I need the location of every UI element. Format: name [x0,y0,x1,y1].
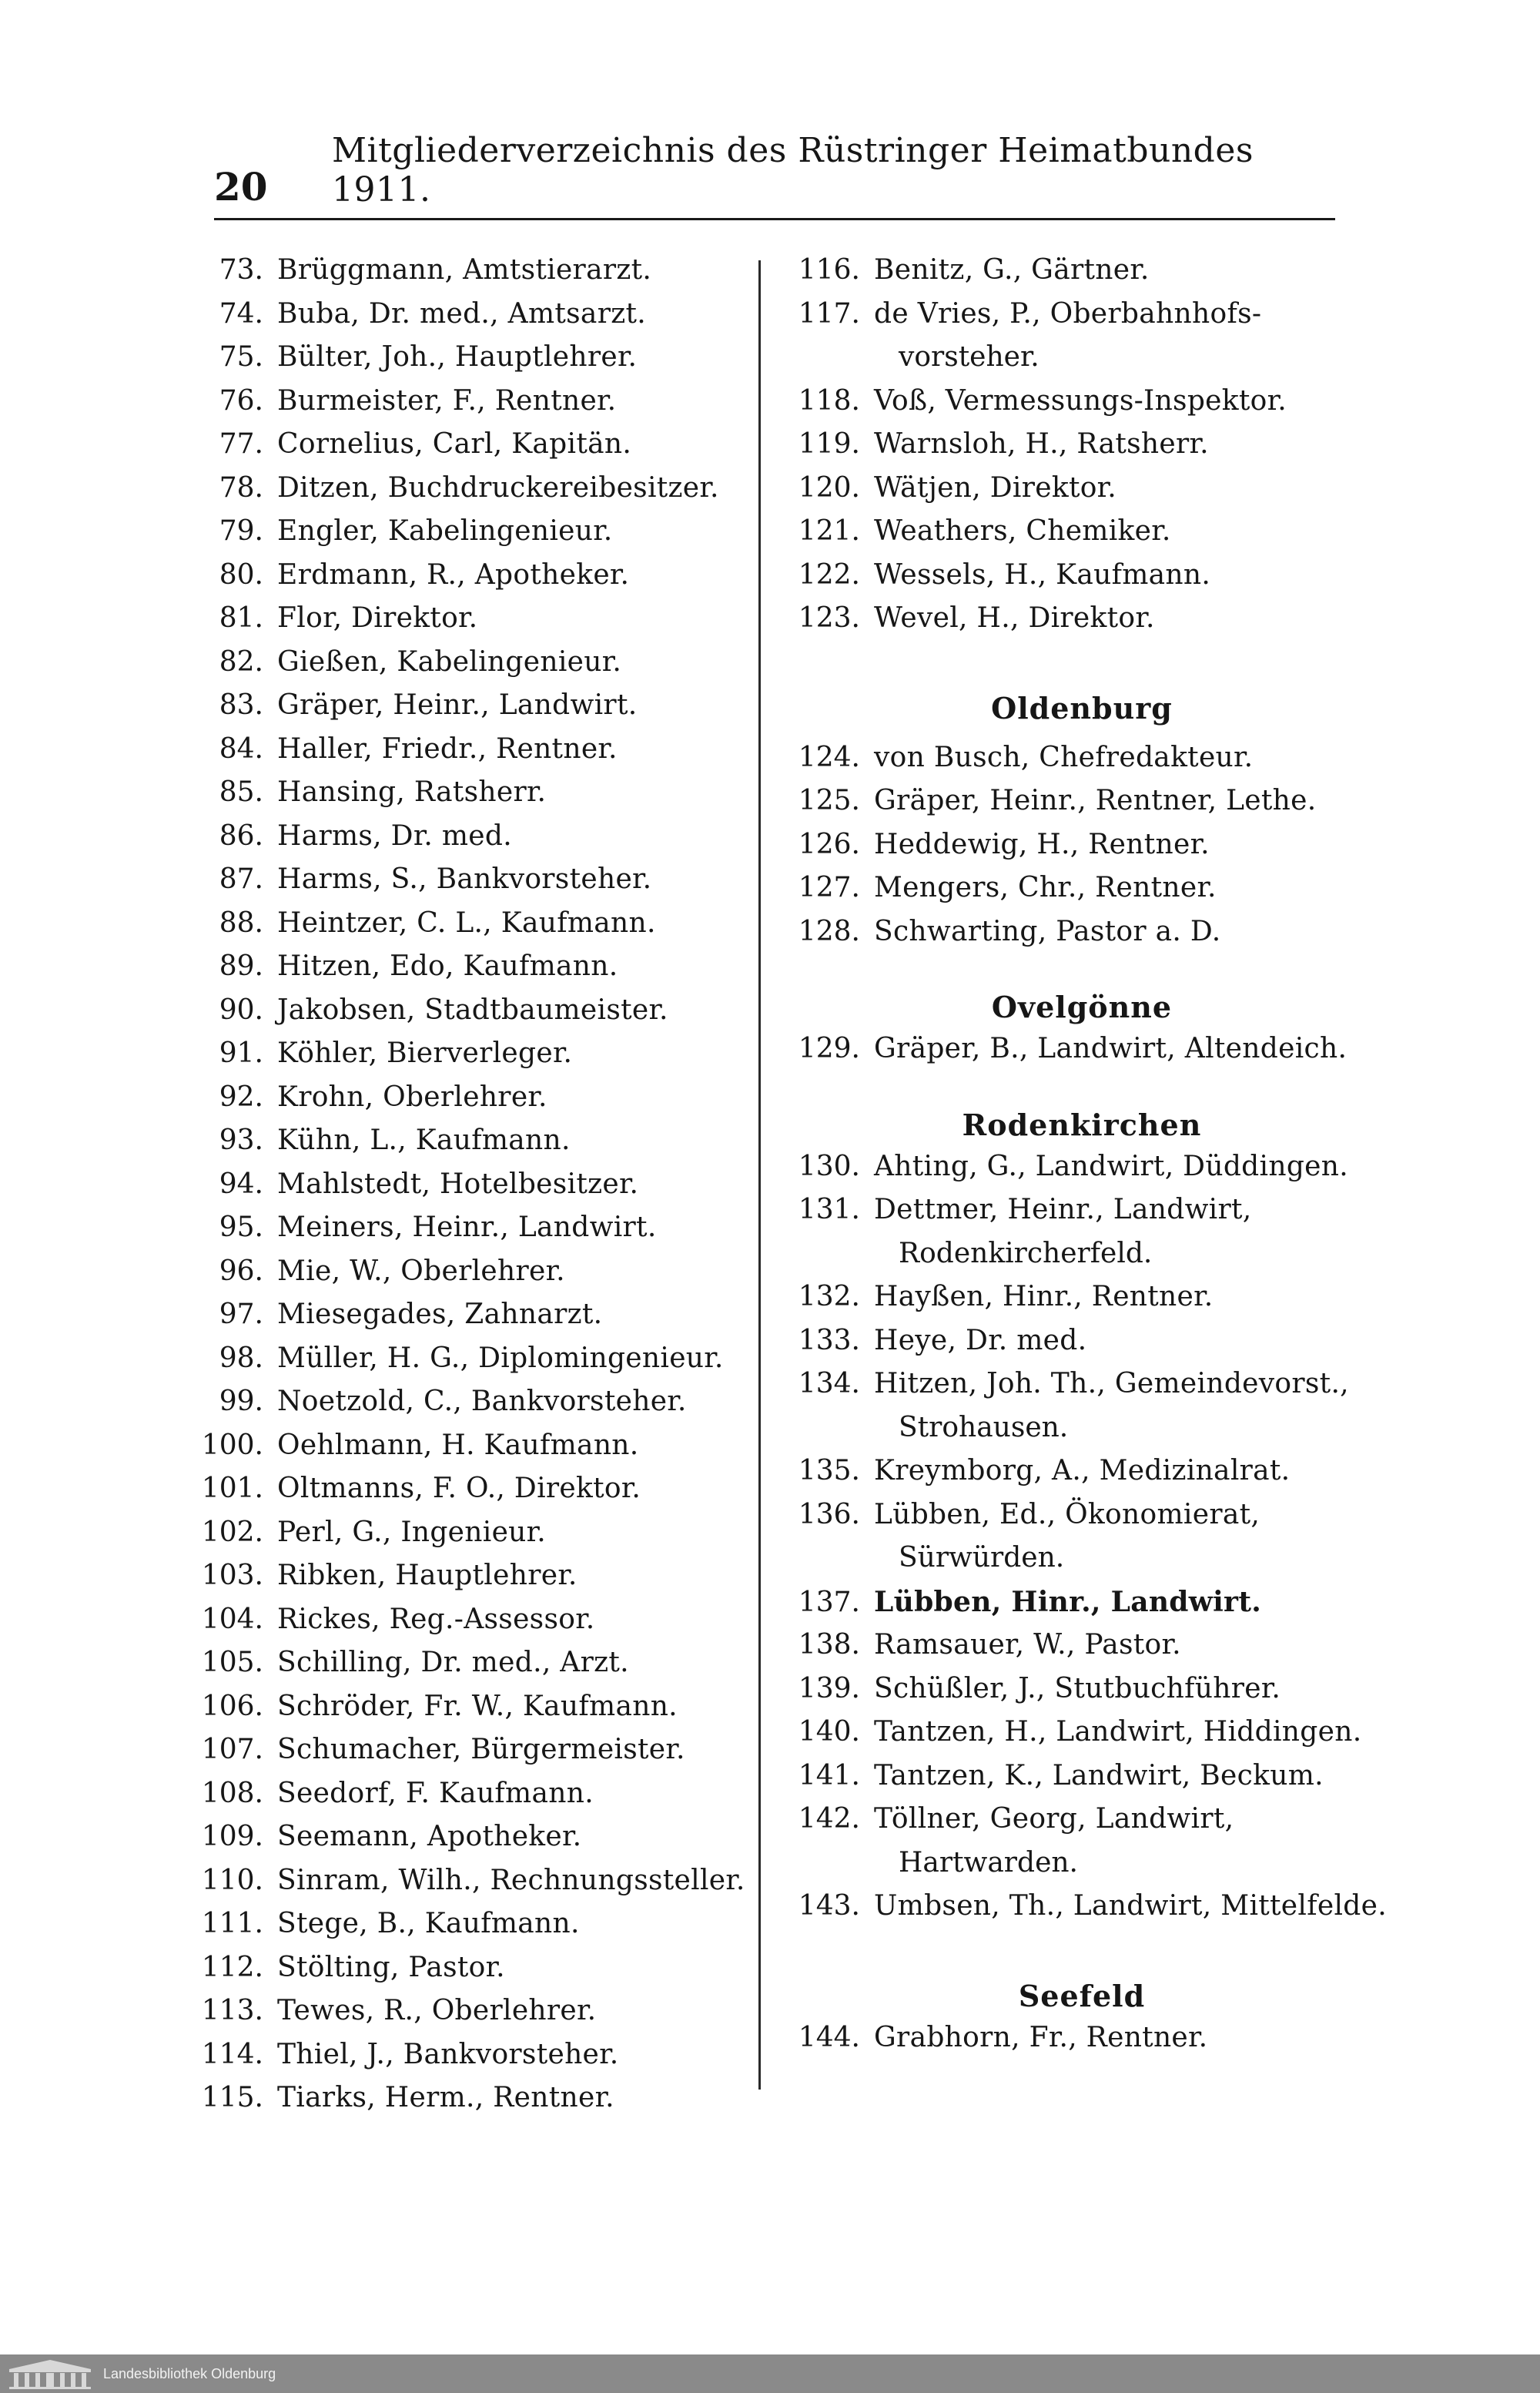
entry-text: Gräper, Heinr., Landwirt. [277,689,638,721]
list-item [774,602,1359,646]
entry-number: 133. [798,1324,860,1356]
entry-number: 87. [219,863,263,895]
entry-number: 92. [219,1081,263,1113]
entry-number: 99. [219,1386,263,1417]
running-title: Mitgliederverzeichnis des Rüstringer Heimatbundes 1911. [331,131,1254,209]
entry-number: 134. [798,1368,860,1399]
entry-number: 143. [798,1890,860,1922]
entry-text: Mahlstedt, Hotelbesitzer. [277,1168,639,1200]
entry-number: 144. [798,2021,860,2053]
section-heading-oldenburg: Oldenburg [991,690,1173,726]
entry-text: Ramsauer, W., Pastor. [874,1629,1181,1661]
list-item [774,385,1359,429]
entry-number: 107. [201,1734,263,1765]
entry-number: 97. [219,1299,263,1330]
list-item [774,916,1359,960]
list-item [774,1890,1387,1934]
entry-text: Lübben, Hinr., Landwirt. [874,1585,1262,1618]
entry-number: 115. [201,2082,263,2113]
entry-text: Töllner, Georg, Landwirt, [874,1803,1234,1835]
list-item [177,1386,747,1429]
section-heading-seefeld: Seefeld [1018,1978,1146,2013]
entry-text: Weathers, Chemiker. [874,515,1171,547]
list-item [177,515,747,559]
list-item [177,1995,747,2039]
page-header [214,131,1335,209]
entry-text: Seedorf, F. Kaufmann. [277,1777,594,1809]
entry-text: Oehlmann, H. Kaufmann. [277,1429,639,1461]
list-item [774,298,1359,342]
list-item [774,1368,1359,1412]
list-item [177,950,747,994]
list-item [177,1604,747,1647]
entry-number: 126. [798,828,860,860]
column-divider [758,260,761,2090]
list-item [774,1194,1359,1238]
entry-number: 142. [798,1803,860,1835]
list-item [774,1629,1359,1673]
list-item [774,515,1359,559]
entry-text: Warnsloh, H., Ratsherr. [874,428,1209,460]
entry-number: 135. [798,1455,860,1486]
entry-text: Buba, Dr. med., Amtsarzt. [277,297,646,330]
list-item [177,1168,747,1212]
list-item [774,2022,1359,2066]
entry-continuation: Sürwürden. [899,1542,1065,1574]
list-item [177,646,747,690]
footer-text: Landesbibliothek Oldenburg [103,2365,276,2381]
entry-text: Oltmanns, F. O., Direktor. [277,1473,641,1504]
entry-text: Brüggmann, Amtstierarzt. [277,254,652,286]
list-item [774,1325,1359,1369]
list-item [774,872,1359,916]
list-item [177,1865,747,1909]
entry-number: 106. [201,1690,263,1722]
entry-number: 132. [798,1281,860,1312]
list-item [177,1734,747,1778]
list-item [774,1586,1359,1630]
entry-text: Tantzen, K., Landwirt, Beckum. [874,1759,1324,1791]
entry-number: 120. [798,471,860,504]
list-item [774,742,1359,786]
library-building-icon [8,2358,92,2389]
entry-number: 130. [798,1150,860,1182]
entry-number: 78. [219,471,263,504]
entry-text: Kühn, L., Kaufmann. [277,1124,571,1156]
entry-number: 102. [201,1516,263,1548]
entry-text: Ditzen, Buchdruckereibesitzer. [277,471,719,504]
list-item [177,602,747,646]
list-item [177,689,747,733]
entry-number: 139. [798,1672,860,1704]
entry-number: 81. [219,602,263,634]
entry-number: 129. [798,1033,860,1064]
entry-number: 127. [798,872,860,903]
entry-number: 74. [219,297,263,330]
entry-text: Gräper, Heinr., Rentner, Lethe. [874,785,1317,816]
entry-number: 77. [219,428,263,460]
list-item [177,2082,747,2126]
entry-text: Voß, Vermessungs-Inspektor. [874,384,1287,417]
list-item [177,1255,747,1299]
entry-text: Benitz, G., Gärtner. [874,254,1150,286]
list-item [177,776,747,820]
entry-text: Tantzen, H., Landwirt, Hiddingen. [874,1716,1362,1748]
list-item [177,1691,747,1734]
list-item [177,1429,747,1473]
entry-number: 98. [219,1342,263,1374]
entry-number: 137. [798,1586,860,1618]
entry-text: Hitzen, Joh. Th., Gemeindevorst., [874,1368,1349,1399]
entry-number: 104. [201,1603,263,1635]
entry-text: Heddewig, H., Rentner. [874,828,1210,860]
entry-text: Schwarting, Pastor a. D. [874,915,1221,947]
entry-text: Lübben, Ed., Ökonomierat, [874,1498,1260,1530]
list-item [177,907,747,951]
entry-text: Harms, Dr. med. [277,819,512,852]
entry-text: Wessels, H., Kaufmann. [874,558,1211,591]
list-item [177,298,747,342]
list-item [177,254,747,298]
entry-number: 118. [798,384,860,417]
entry-text: Harms, S., Bankvorsteher. [277,863,652,895]
list-item [177,1124,747,1168]
entry-text: Heintzer, C. L., Kaufmann. [277,907,656,939]
entry-number: 86. [219,819,263,852]
entry-number: 76. [219,384,263,417]
entry-number: 112. [201,1951,263,1983]
entry-number: 101. [201,1473,263,1504]
entry-text: Engler, Kabelingenieur. [277,515,613,547]
entry-number: 114. [201,2038,263,2070]
entry-number: 109. [201,1821,263,1852]
section-spacer [774,646,1359,691]
entry-text: von Busch, Chefredakteur. [874,741,1254,773]
list-item [177,994,747,1038]
entry-number: 113. [201,1995,263,2026]
list-item [177,341,747,385]
entry-number: 90. [219,994,263,1026]
list-item [177,1473,747,1517]
entry-number: 89. [219,950,263,982]
entry-text: Erdmann, R., Apotheker. [277,558,630,591]
list-item [774,785,1359,829]
list-item [774,1716,1362,1760]
list-item [177,1908,747,1952]
list-item [177,428,747,472]
list-item [177,1778,747,1822]
list-item [774,1455,1359,1499]
entry-number: 128. [798,915,860,947]
header-rule [214,218,1335,220]
list-item [177,1299,747,1342]
entry-text: Ribken, Hauptlehrer. [277,1560,578,1591]
list-item [177,1342,747,1386]
entry-text: Rickes, Reg.-Assessor. [277,1603,595,1635]
entry-text: Schröder, Fr. W., Kaufmann. [277,1690,678,1722]
entry-text: Köhler, Bierverleger. [277,1037,573,1069]
list-item [774,1673,1359,1717]
entry-text: Hayßen, Hinr., Rentner. [874,1281,1214,1312]
entry-number: 93. [219,1124,263,1156]
footer-bar [0,2354,1540,2393]
section-spacer [774,959,1359,990]
entry-text: Bülter, Joh., Hauptlehrer. [277,341,638,373]
entry-continuation: Hartwarden. [899,1846,1078,1879]
entry-number: 119. [798,428,860,460]
list-item [774,1151,1359,1195]
list-item [177,1212,747,1255]
entry-text: Grabhorn, Fr., Rentner. [874,2021,1208,2053]
entry-number: 91. [219,1037,263,1069]
entry-text: Müller, H. G., Diplomingenieur. [277,1342,724,1374]
list-item [177,1517,747,1560]
entry-number: 73. [219,254,263,286]
list-item [177,1952,747,1996]
entry-text: Umbsen, Th., Landwirt, Mittelfelde. [874,1890,1387,1922]
entry-number: 108. [201,1777,263,1809]
entry-number: 123. [798,602,860,634]
entry-number: 121. [798,515,860,547]
section-spacer [774,1077,1359,1108]
list-item [177,472,747,516]
entry-number: 136. [798,1498,860,1530]
entry-text: Ahting, G., Landwirt, Düddingen. [874,1150,1348,1182]
entry-number: 116. [798,254,860,286]
page-number: 20 [214,164,268,209]
entry-text: Gießen, Kabelingenieur. [277,645,622,678]
entry-text: Krohn, Oberlehrer. [277,1081,547,1113]
entry-text: Tewes, R., Oberlehrer. [277,1995,597,2026]
entry-text: Stege, B., Kaufmann. [277,1908,580,1939]
entry-text: de Vries, P., Oberbahnhofs- [874,297,1262,330]
entry-continuation: Strohausen. [899,1411,1069,1443]
entry-number: 88. [219,907,263,939]
list-item [177,863,747,907]
entry-text: Sinram, Wilh., Rechnungssteller. [277,1864,745,1896]
list-item [774,1499,1359,1543]
entry-text: Seemann, Apotheker. [277,1821,582,1852]
entry-number: 122. [798,558,860,591]
entry-text: Perl, G., Ingenieur. [277,1516,546,1548]
section-spacer [774,1934,1359,1979]
entry-number: 140. [798,1716,860,1748]
entry-number: 124. [798,741,860,773]
entry-text: Meiners, Heinr., Landwirt. [277,1212,657,1243]
entry-number: 79. [219,515,263,547]
list-item [774,428,1359,472]
section-spacer [774,734,1359,742]
list-item [177,733,747,777]
list-item [177,1081,747,1125]
entry-text: Mie, W., Oberlehrer. [277,1255,565,1287]
entry-number: 138. [798,1629,860,1661]
entry-text: Schüßler, J., Stutbuchführer. [874,1672,1281,1704]
entry-number: 83. [219,689,263,721]
entry-text: Jakobsen, Stadtbaumeister. [277,994,668,1026]
entry-text: Wevel, H., Direktor. [874,602,1155,634]
entry-text: Dettmer, Heinr., Landwirt, [874,1194,1252,1225]
entry-text: Gräper, B., Landwirt, Altendeich. [874,1033,1348,1064]
list-item [774,1033,1359,1077]
entry-number: 95. [219,1212,263,1243]
list-item [177,385,747,429]
entry-text: Wätjen, Direktor. [874,471,1116,504]
right-column [774,254,1387,2065]
entry-text: Hansing, Ratsherr. [277,776,547,808]
list-item [177,820,747,864]
section-heading-rodenkirchen: Rodenkirchen [962,1107,1202,1142]
list-item [177,1647,747,1691]
entry-text: Noetzold, C., Bankvorsteher. [277,1386,687,1417]
entry-text: Thiel, J., Bankvorsteher. [277,2038,619,2070]
entry-number: 141. [798,1759,860,1791]
entry-number: 125. [798,785,860,816]
entry-number: 96. [219,1255,263,1287]
entry-text: Heye, Dr. med. [874,1324,1087,1356]
entry-continuation: Rodenkircherfeld. [899,1237,1153,1269]
entry-number: 80. [219,558,263,591]
list-item [177,2039,747,2083]
entry-continuation: vorsteher. [899,341,1040,373]
entry-number: 85. [219,776,263,808]
entry-text: Flor, Direktor. [277,602,478,634]
list-item [774,829,1359,873]
entry-number: 103. [201,1560,263,1591]
section-heading-ovelgoenne: Ovelgönne [991,990,1173,1024]
entry-text: Haller, Friedr., Rentner. [277,732,618,765]
list-item [774,1803,1359,1847]
list-item [774,472,1359,516]
entry-number: 94. [219,1168,263,1200]
entry-text: Mengers, Chr., Rentner. [874,872,1217,903]
list-item [177,1560,747,1604]
entry-text: Miesegades, Zahnarzt. [277,1299,603,1330]
list-item [177,559,747,603]
entry-number: 111. [201,1908,263,1939]
entry-text: Hitzen, Edo, Kaufmann. [277,950,618,982]
entry-text: Stölting, Pastor. [277,1951,505,1983]
entry-text: Burmeister, F., Rentner. [277,384,617,417]
entry-text: Schumacher, Bürgermeister. [277,1734,685,1765]
list-item [774,1281,1359,1325]
entry-text: Cornelius, Carl, Kapitän. [277,428,632,460]
list-item [774,1760,1359,1804]
list-item [177,1037,747,1081]
left-column [177,254,747,2126]
entry-number: 82. [219,645,263,678]
entry-number: 75. [219,341,263,373]
entry-text: Schilling, Dr. med., Arzt. [277,1647,629,1678]
list-item [774,254,1359,298]
entry-number: 105. [201,1647,263,1678]
entry-number: 100. [201,1429,263,1461]
entry-text: Kreymborg, A., Medizinalrat. [874,1455,1291,1486]
list-item [774,559,1359,603]
entry-text: Tiarks, Herm., Rentner. [277,2082,614,2113]
entry-number: 84. [219,732,263,765]
entry-number: 131. [798,1194,860,1225]
entry-number: 110. [201,1864,263,1896]
list-item [177,1821,747,1865]
entry-number: 117. [798,297,860,330]
